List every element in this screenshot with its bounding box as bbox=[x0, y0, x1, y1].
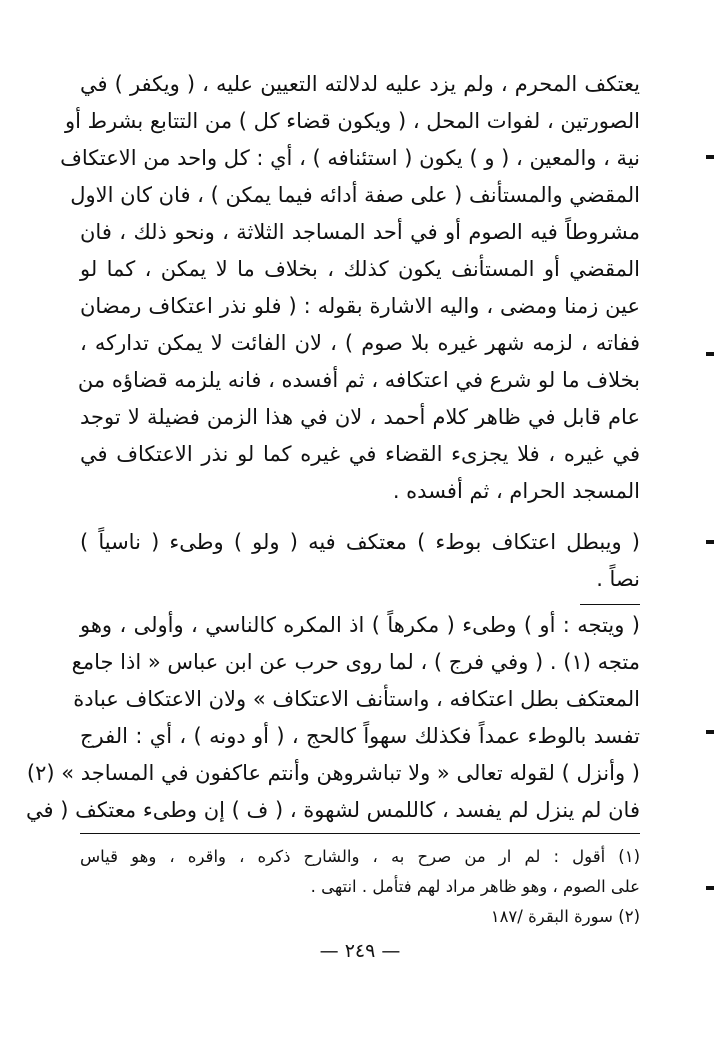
footnote-separator bbox=[80, 833, 640, 834]
footnote-line: (٢) سورة البقرة /١٨٧ bbox=[490, 907, 640, 926]
text-line: بخلاف ما لو شرع في اعتكافه ، ثم أفسده ، فانه يلزمه قضاؤه من bbox=[77, 368, 640, 392]
text-line: تفسد بالوطء عمداً فكذلك سهواً كالحج ، ( أو دونه ) ، أي : الفرج bbox=[80, 724, 640, 748]
footnote-line: (١) أقول : لم ار من صرح به ، والشارح ذكره ، واقره ، وهو قياس bbox=[80, 847, 640, 866]
body-text bbox=[60, 66, 640, 510]
text-line: المسجد الحرام ، ثم أفسده . bbox=[392, 479, 640, 503]
text-line: في غيره ، فلا يجزىء القضاء في غيره كما لو نذر الاعتكاف في bbox=[80, 442, 640, 466]
margin-mark bbox=[706, 886, 714, 890]
book-page bbox=[26, 66, 640, 966]
text-line: ( ويتجه : أو ) وطىء ( مكرهاً ) اذ المكره كالناسي ، وأولى ، وهو bbox=[80, 613, 640, 637]
matn-text bbox=[80, 524, 640, 598]
footnotes bbox=[80, 842, 640, 932]
text-line: عام قابل في ظاهر كلام أحمد ، لان في هذا الزمن فضيلة لا توجد bbox=[80, 405, 640, 429]
commentary-text bbox=[26, 607, 640, 829]
margin-mark bbox=[706, 730, 714, 734]
margin-mark bbox=[706, 540, 714, 544]
paragraph-gap bbox=[80, 510, 640, 524]
text-line: المقضي أو المستأنف يكون كذلك ، بخلاف ما لا يمكن ، كما لو bbox=[80, 257, 640, 281]
text-line: الصورتين ، لفوات المحل ، ( ويكون قضاء كل ) من التتابع بشرط أو bbox=[64, 109, 640, 133]
text-line: متجه (١) . ( وفي فرج ) ، لما روى حرب عن ابن عباس « اذا جامع bbox=[71, 650, 640, 674]
text-line: ففاته ، لزمه شهر غيره بلا صوم ) ، لان الفائت لا يمكن تداركه ، bbox=[80, 331, 640, 355]
text-line: يعتكف المحرم ، ولم يزد عليه لدلالته التعيين عليه ، ( ويكفر ) في bbox=[80, 72, 640, 96]
matn-line: ( ويبطل اعتكاف بوطء ) معتكف فيه ( ولو ) وطىء ( ناسياً ) bbox=[80, 530, 640, 554]
footnote-line: على الصوم ، وهو ظاهر مراد لهم فتأمل . انتهى . bbox=[310, 877, 640, 896]
page-number: — ٢٤٩ — bbox=[319, 940, 401, 962]
text-line: عين زمنا ومضى ، واليه الاشارة بقوله : ( فلو نذر اعتكاف رمضان bbox=[80, 294, 640, 318]
section-rule bbox=[580, 604, 640, 605]
text-line: المقضي والمستأنف ( على صفة أدائه فيما يمكن ) ، فان كان الاول bbox=[70, 183, 640, 207]
text-line: مشروطاً فيه الصوم أو في أحد المساجد الثلاثة ، ونحو ذلك ، فان bbox=[80, 220, 640, 244]
matn-line: نصاً . bbox=[596, 567, 640, 591]
margin-mark bbox=[706, 352, 714, 356]
text-line: نية ، والمعين ، ( و ) يكون ( استئنافه ) ، أي : كل واحد من الاعتكاف bbox=[60, 146, 640, 170]
text-line: فان لم ينزل لم يفسد ، كاللمس لشهوة ، ( ف ) إن وطىء معتكف ( في bbox=[26, 798, 640, 822]
text-line: المعتكف بطل اعتكافه ، واستأنف الاعتكاف » ولان الاعتكاف عبادة bbox=[73, 687, 640, 711]
margin-mark bbox=[706, 155, 714, 159]
text-line: ( وأنزل ) لقوله تعالى « ولا تباشروهن وأنتم عاكفون في المساجد » (٢) bbox=[26, 761, 640, 785]
